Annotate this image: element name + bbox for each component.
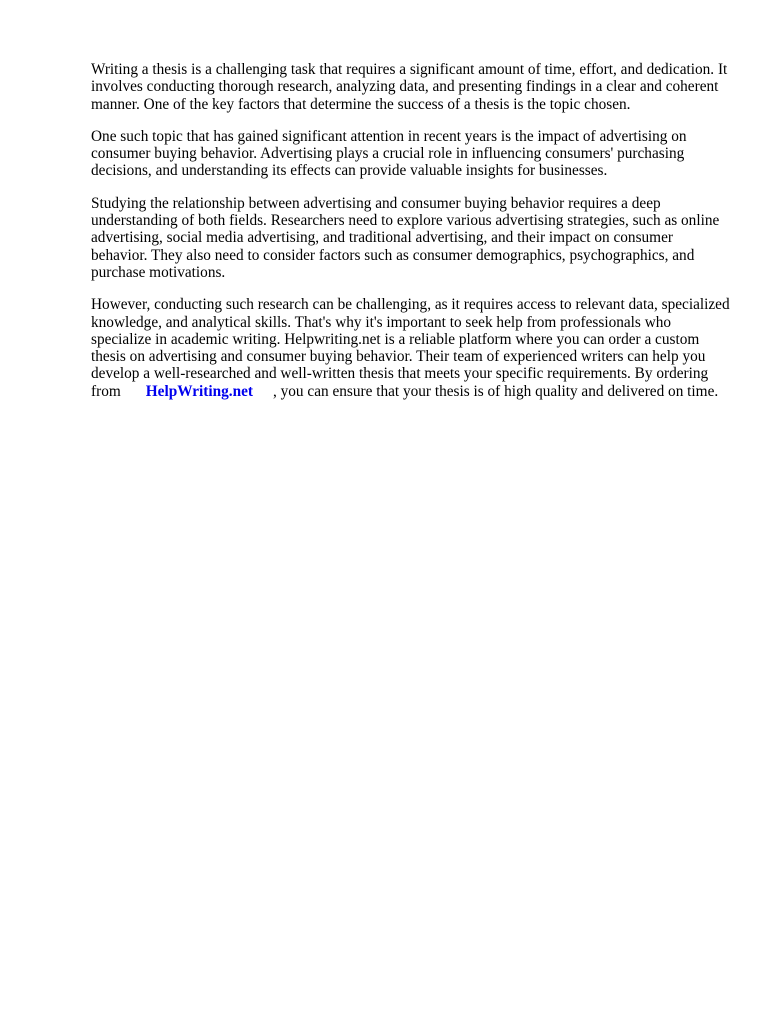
conclusion-text-before-link: However, conducting such research can be challenging, as it requires access to relevant data, specialized knowledge, and analytical skills. That's why it's important to seek help from professionals who specialize in academic writing. Helpwriting.net is a reliable platform where you can order a custom thesis on advertising and consumer buying behavior. Their team of experienced writers can help you develop a well-researched and well-written thesis that meets your specific requirements. By ordering from [91, 296, 730, 400]
paragraph-conclusion [91, 296, 731, 400]
conclusion-text-after-link: , you can ensure that your thesis is of high quality and delivered on time. [272, 382, 719, 400]
document-page [91, 61, 731, 415]
paragraph-topic: One such topic that has gained significant attention in recent years is the impact of advertising on consumer buying behavior. Advertising plays a crucial role in influencing consumers' purchasing decisions, and understanding its effects can provide valuable insights for businesses. [91, 127, 687, 180]
helpwriting-link[interactable]: HelpWriting.net [145, 382, 253, 400]
paragraph-intro: Writing a thesis is a challenging task that requires a significant amount of time, effort, and dedication. It involves conducting thorough research, analyzing data, and presenting findings in a clear and coherent manner. One of the key factors that determine the success of a thesis is the topic chosen. [91, 61, 728, 113]
paragraph-research: Studying the relationship between advertising and consumer buying behavior requires a deep understanding of both fields. Researchers need to explore various advertising strategies, such as online advertising, social media advertising, and traditional advertising, and their impact on consumer behavior. They also need to consider factors such as consumer demographics, psychographics, and purchase motivations. [91, 194, 720, 281]
